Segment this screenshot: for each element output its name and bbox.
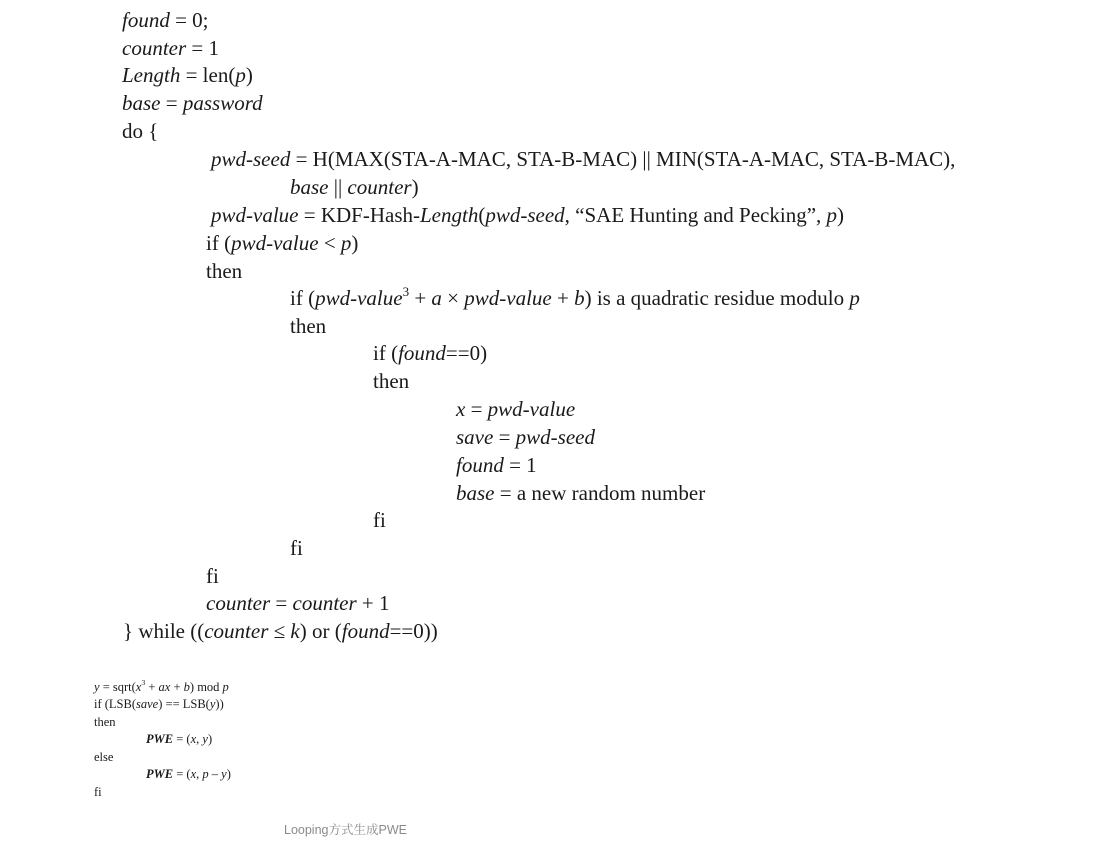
var-pwd-seed: pwd-seed	[211, 147, 291, 171]
var-save: save	[456, 425, 494, 449]
text: , “SAE Hunting and Pecking”,	[564, 203, 827, 227]
text: <	[318, 231, 341, 255]
keyword-fi: fi	[206, 564, 219, 588]
text: = 1	[186, 36, 219, 60]
var-pwd-seed: pwd-seed	[515, 425, 595, 449]
var-counter: counter	[206, 591, 271, 615]
pwe-line-pwe-positive	[146, 732, 212, 746]
text: if (LSB(	[94, 697, 137, 711]
algo-line-then-1	[206, 259, 242, 283]
algo-line-x-assign	[456, 397, 575, 421]
var-p: p	[826, 203, 838, 227]
text: if (	[373, 341, 399, 365]
text: = sqrt(	[99, 680, 136, 694]
text: = 0;	[169, 8, 209, 32]
var-x: x	[190, 767, 197, 781]
text: } while ((	[123, 619, 205, 643]
algo-line-fi-1	[373, 508, 386, 532]
keyword-then: then	[373, 369, 410, 393]
var-pwe: PWE	[146, 767, 174, 781]
algo-line-found-set	[456, 453, 537, 477]
algo-line-length-init	[122, 63, 253, 87]
text: )	[226, 767, 231, 781]
text: ,	[196, 767, 203, 781]
pwe-line-y-sqrt	[94, 680, 229, 694]
algo-line-fi-2	[290, 536, 303, 560]
text: )	[837, 203, 845, 227]
var-counter: counter	[122, 36, 187, 60]
text: = (	[173, 767, 191, 781]
text: +	[551, 286, 575, 310]
var-a: a	[431, 286, 442, 310]
text: = H(MAX(STA-A-MAC, STA-B-MAC) || MIN(STA-A-MAC, STA-B-MAC),	[290, 147, 956, 171]
var-length: Length	[122, 63, 181, 87]
text: =	[465, 397, 488, 421]
text: + 1	[356, 591, 390, 615]
pwe-line-then	[94, 715, 116, 729]
var-y: y	[94, 680, 100, 694]
algo-line-if-less-p	[206, 231, 358, 255]
text: (	[478, 203, 486, 227]
text: )	[411, 175, 419, 199]
var-x: x	[135, 680, 142, 694]
text: ≤	[268, 619, 291, 643]
algo-line-do	[122, 119, 158, 143]
algo-line-pwd-seed-cont	[290, 175, 419, 199]
var-pwe: PWE	[146, 732, 174, 746]
algo-line-counter-increment	[206, 591, 390, 615]
var-p: p	[849, 286, 860, 310]
keyword-then: then	[290, 314, 327, 338]
text: ) or (	[299, 619, 342, 643]
algo-line-then-3	[373, 369, 409, 393]
figure-caption: Looping方式生成PWE	[284, 823, 407, 837]
var-pwd-value: pwd-value	[231, 231, 319, 255]
pwe-line-else	[94, 750, 113, 764]
var-b: b	[574, 286, 585, 310]
text: +	[170, 680, 184, 694]
algo-line-then-2	[290, 314, 326, 338]
text: if (	[206, 231, 232, 255]
var-found: found	[398, 341, 446, 365]
text: =	[493, 425, 516, 449]
algo-line-found-init	[122, 8, 209, 32]
algo-line-fi-3	[206, 564, 219, 588]
pwe-line-fi	[94, 785, 102, 799]
var-x: x	[456, 397, 466, 421]
algo-line-pwd-value	[211, 203, 844, 227]
var-base: base	[122, 91, 161, 115]
var-y: y	[221, 767, 227, 781]
var-b: b	[183, 680, 190, 694]
keyword-fi: fi	[373, 508, 386, 532]
text: ) is a quadratic residue modulo	[584, 286, 850, 310]
var-p: p	[340, 231, 352, 255]
var-save: save	[136, 697, 159, 711]
var-found: found	[122, 8, 170, 32]
text: = KDF-Hash-	[298, 203, 420, 227]
var-found: found	[456, 453, 504, 477]
var-p: p	[202, 767, 209, 781]
algo-line-counter-init	[122, 36, 219, 60]
text: )	[207, 732, 213, 746]
var-pwd-value: pwd-value	[487, 397, 576, 421]
text: if (	[290, 286, 316, 310]
text: )	[245, 63, 253, 87]
var-p: p	[222, 680, 229, 694]
text: = len(	[180, 63, 236, 87]
var-x: x	[190, 732, 197, 746]
var-counter: counter	[347, 175, 412, 199]
text: =	[160, 91, 183, 115]
keyword-fi: fi	[94, 785, 102, 799]
text: ))	[215, 697, 224, 711]
var-base: base	[290, 175, 329, 199]
pwe-line-pwe-negative	[146, 767, 231, 781]
var-base: base	[456, 481, 495, 505]
exponent: 3	[141, 678, 146, 688]
var-ax: ax	[158, 680, 171, 694]
var-counter: counter	[204, 619, 269, 643]
var-pwd-value: pwd-value	[464, 286, 552, 310]
keyword-then: then	[94, 715, 116, 729]
var-k: k	[290, 619, 300, 643]
var-y: y	[209, 697, 216, 711]
text: +	[145, 680, 159, 694]
keyword-do: do {	[122, 119, 159, 143]
algo-line-if-quadratic-residue	[290, 286, 860, 310]
algo-line-while	[123, 619, 438, 643]
text: +	[409, 286, 432, 310]
text: –	[208, 767, 222, 781]
text: ==0))	[389, 619, 438, 643]
text: ,	[196, 732, 203, 746]
var-found: found	[341, 619, 390, 643]
text: =	[270, 591, 293, 615]
var-pwd-value: pwd-value	[211, 203, 299, 227]
exponent: 3	[402, 284, 410, 300]
text: ) mod	[189, 680, 223, 694]
keyword-then: then	[206, 259, 243, 283]
algo-line-base-init	[122, 91, 263, 115]
algo-line-pwd-seed	[211, 147, 955, 171]
text: = (	[173, 732, 191, 746]
algo-line-base-random	[456, 481, 705, 505]
text: ==0)	[445, 341, 488, 365]
var-length: Length	[419, 203, 479, 227]
algo-line-save-assign	[456, 425, 595, 449]
keyword-else: else	[94, 750, 114, 764]
var-counter: counter	[292, 591, 357, 615]
var-p: p	[235, 63, 246, 87]
algo-line-if-found	[373, 341, 487, 365]
pwe-line-if-lsb	[94, 697, 224, 711]
text: ||	[328, 175, 348, 199]
text: = 1	[503, 453, 537, 477]
var-y: y	[202, 732, 208, 746]
text: ×	[441, 286, 465, 310]
var-pwd-value: pwd-value	[315, 286, 403, 310]
text: = a new random number	[494, 481, 706, 505]
var-password: password	[182, 91, 263, 115]
text: ) == LSB(	[158, 697, 210, 711]
var-pwd-seed: pwd-seed	[485, 203, 565, 227]
keyword-fi: fi	[290, 536, 303, 560]
text: )	[351, 231, 359, 255]
